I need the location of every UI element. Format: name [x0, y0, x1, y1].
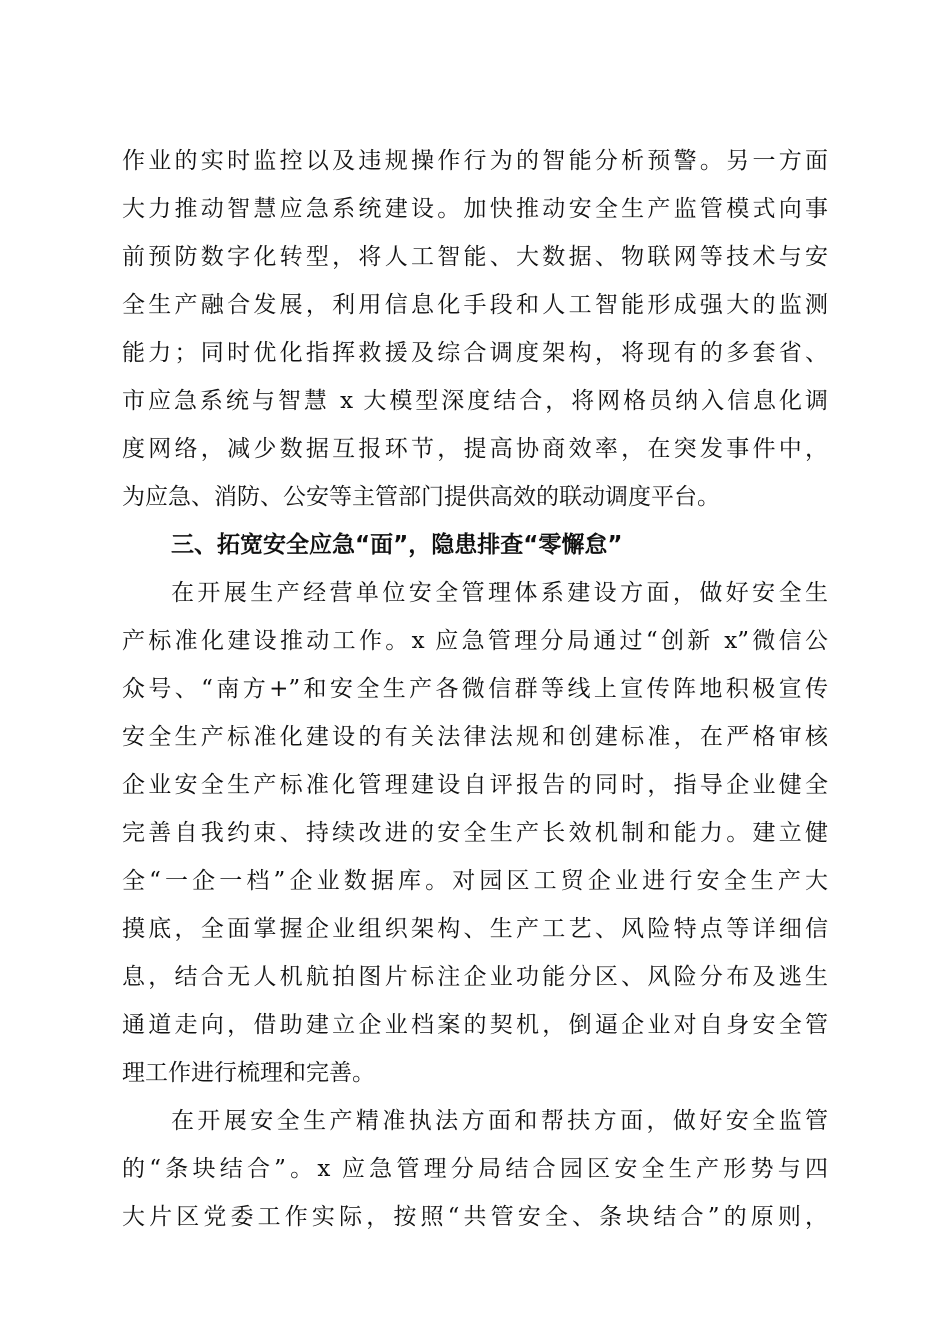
paragraph-1-line: 度网络，减少数据互报环节，提高协商效率，在突发事件中，: [122, 436, 828, 462]
paragraph-2-line: 安全生产标准化建设的有关法律法规和创建标准，在严格审核: [122, 724, 828, 750]
paragraph-2-line: 理工作进行梳理和完善。: [122, 1060, 375, 1086]
paragraph-1-line: 全生产融合发展，利用信息化手段和人工智能形成强大的监测: [122, 292, 828, 318]
paragraph-2-line: 在开展生产经营单位安全管理体系建设方面，做好安全生: [171, 580, 828, 606]
paragraph-2-line: 摸底，全面掌握企业组织架构、生产工艺、风险特点等详细信: [122, 916, 828, 942]
paragraph-1-line: 作业的实时监控以及违规操作行为的智能分析预警。另一方面: [122, 148, 828, 174]
paragraph-2-line: 全“一企一档”企业数据库。对园区工贸企业进行安全生产大: [122, 868, 828, 894]
paragraph-2-line: 产标准化建设推动工作。x 应急管理分局通过“创新 x”微信公: [122, 628, 828, 654]
paragraph-2-line: 完善自我约束、持续改进的安全生产长效机制和能力。建立健: [122, 820, 828, 846]
paragraph-1-line: 市应急系统与智慧 x 大模型深度结合，将网格员纳入信息化调: [122, 388, 828, 414]
paragraph-3-line: 在开展安全生产精准执法方面和帮扶方面，做好安全监管: [171, 1108, 828, 1134]
paragraph-2-line: 息，结合无人机航拍图片标注企业功能分区、风险分布及逃生: [122, 964, 828, 990]
paragraph-2-line: 通道走向，借助建立企业档案的契机，倒逼企业对自身安全管: [122, 1012, 828, 1038]
section-heading: 三、拓宽安全应急“面”，隐患排查“零懈怠”: [171, 532, 623, 558]
paragraph-2-line: 众号、“南方+”和安全生产各微信群等线上宣传阵地积极宣传: [122, 676, 828, 702]
paragraph-1-line: 为应急、消防、公安等主管部门提供高效的联动调度平台。: [122, 484, 720, 510]
paragraph-1-line: 能力；同时优化指挥救援及综合调度架构，将现有的多套省、: [122, 340, 828, 366]
paragraph-1-line: 前预防数字化转型，将人工智能、大数据、物联网等技术与安: [122, 244, 828, 270]
paragraph-2-line: 企业安全生产标准化管理建设自评报告的同时，指导企业健全: [122, 772, 828, 798]
paragraph-3-line: 大片区党委工作实际，按照“共管安全、条块结合”的原则，: [122, 1204, 828, 1230]
paragraph-1-line: 大力推动智慧应急系统建设。加快推动安全生产监管模式向事: [122, 196, 828, 222]
paragraph-3-line: 的“条块结合”。x 应急管理分局结合园区安全生产形势与四: [122, 1156, 828, 1182]
